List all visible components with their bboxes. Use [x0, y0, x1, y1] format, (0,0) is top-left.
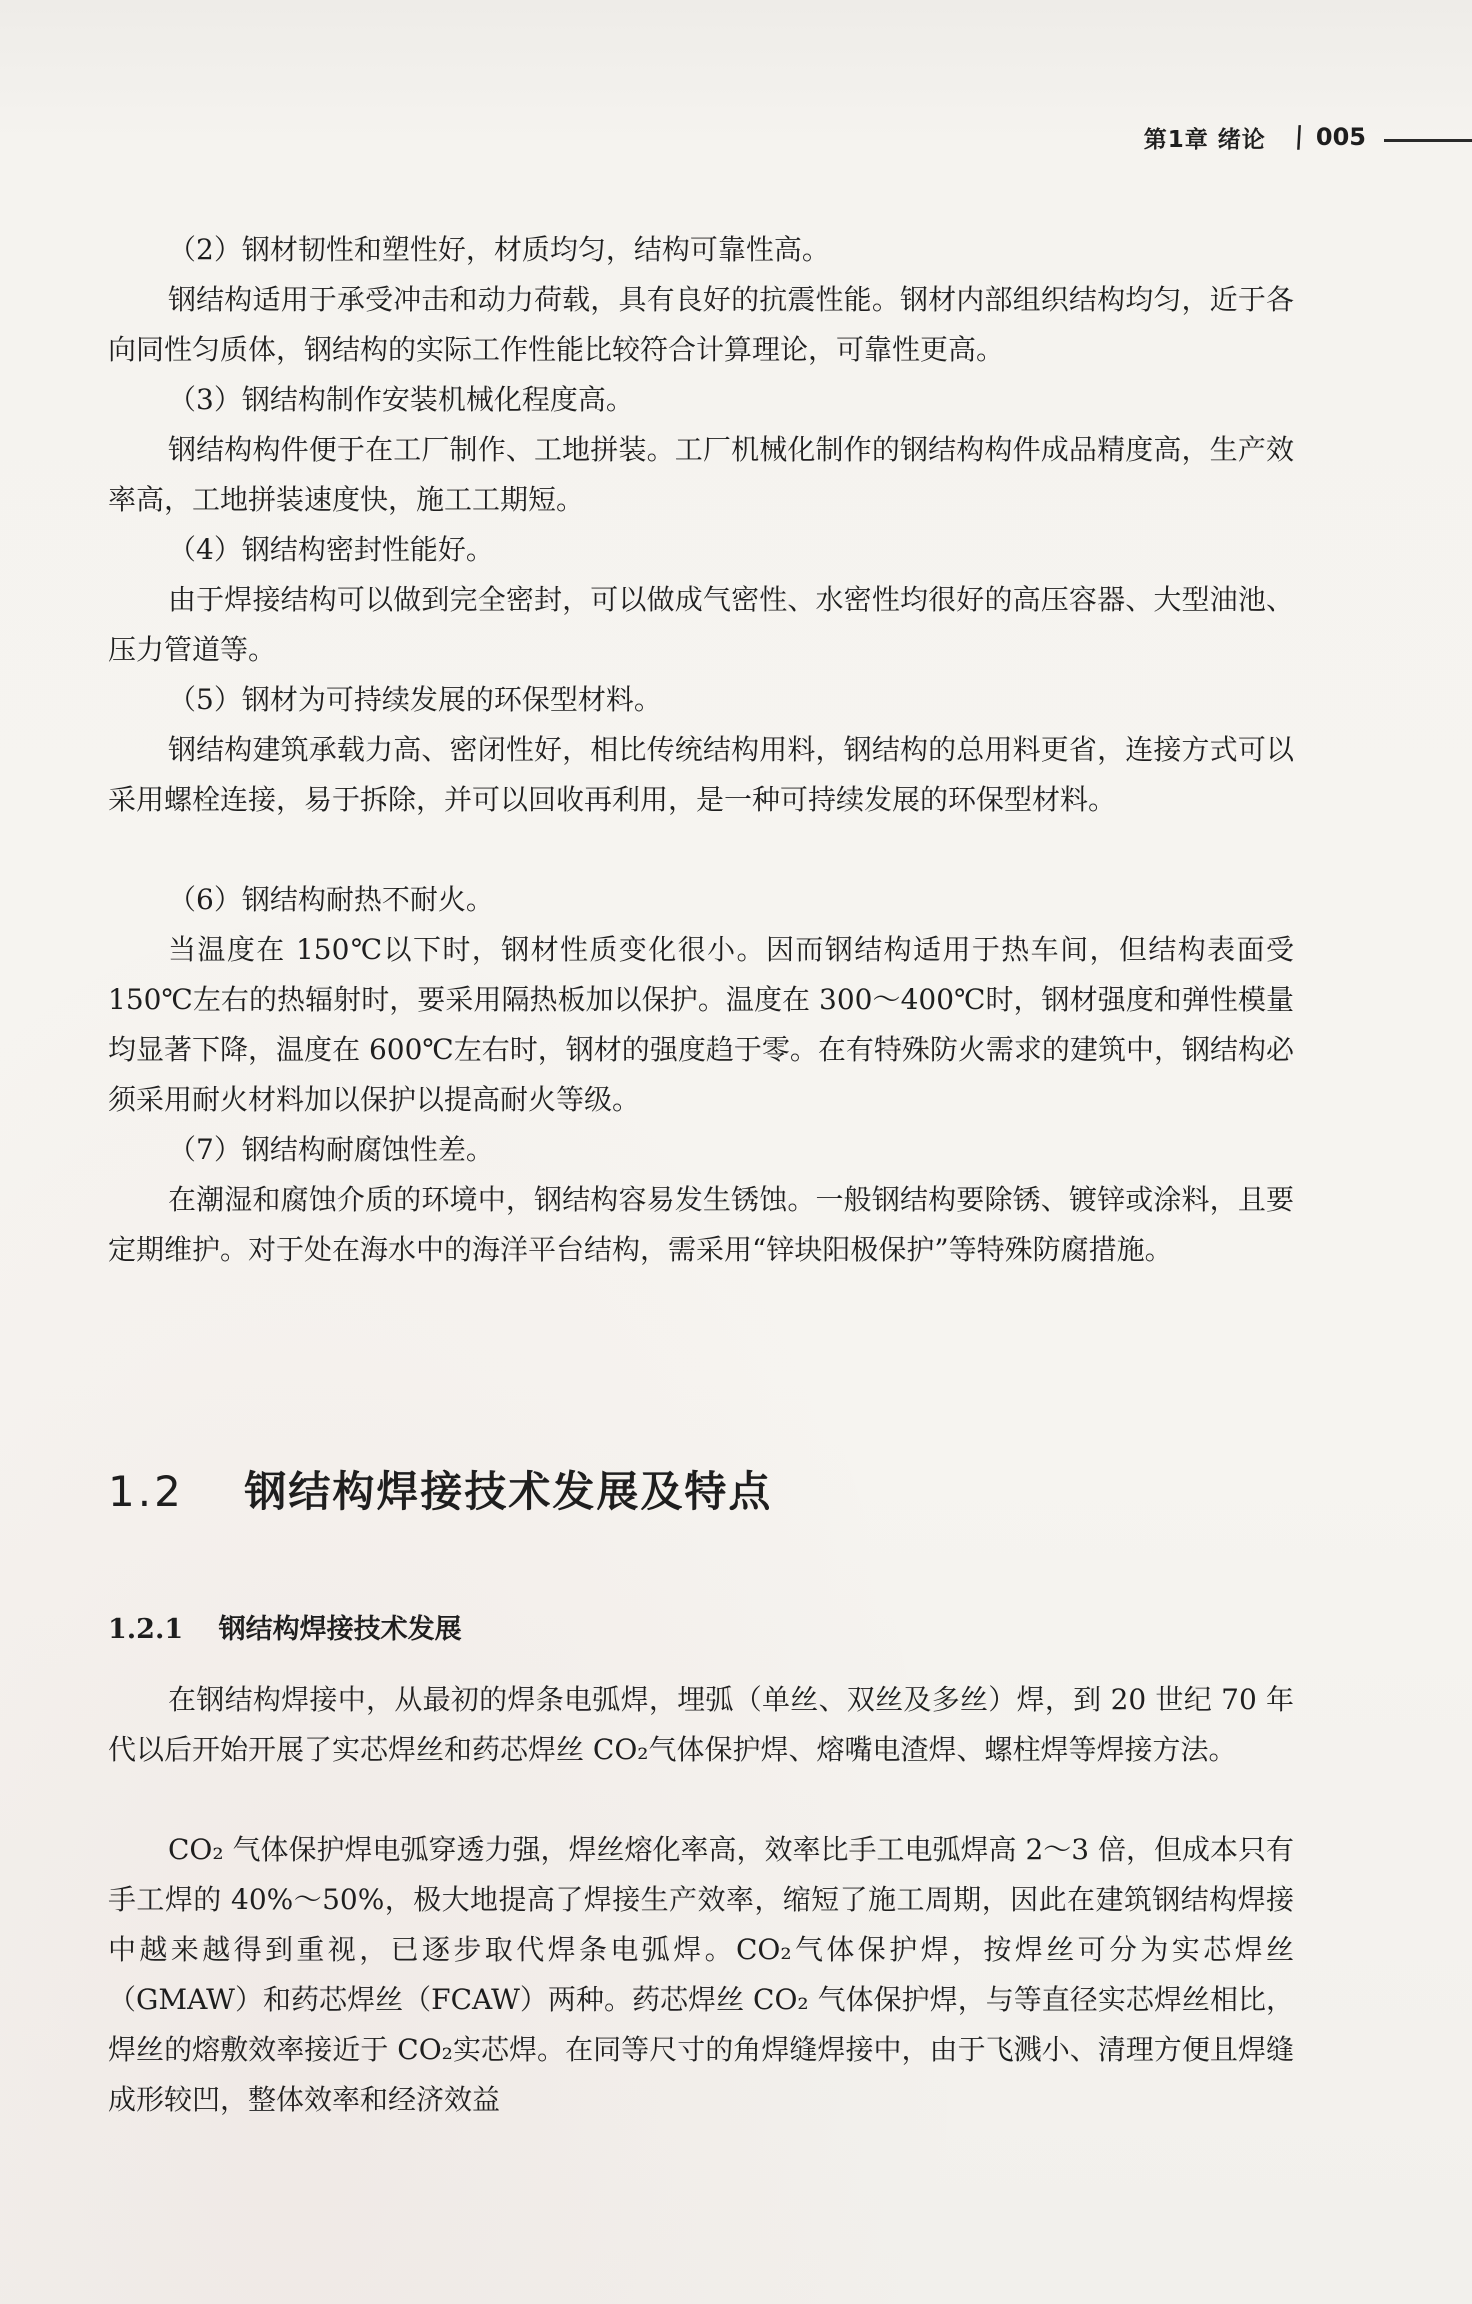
- list-item-3: （3）钢结构制作安装机械化程度高。: [168, 383, 634, 416]
- list-item-2: （2）钢材韧性和塑性好，材质均匀，结构可靠性高。: [168, 233, 830, 266]
- paragraph-corrosion: 在潮湿和腐蚀介质的环境中，钢结构容易发生锈蚀。一般钢结构要除锈、镀锌或涂料，且要定期维护。对于处在海水中的海洋平台结构，需采用“锌块阳极保护”等特殊防腐措施。: [108, 1183, 1294, 1266]
- section-title: 钢结构焊接技术发展及特点: [244, 1467, 773, 1516]
- paragraph-toughness: 钢结构适用于承受冲击和动力荷载，具有良好的抗震性能。钢材内部组织结构均匀，近于各向同性匀质体，钢结构的实际工作性能比较符合计算理论，可靠性更高。: [108, 283, 1294, 366]
- paragraph-heat-resistance: 当温度在 150℃以下时，钢材性质变化很小。因而钢结构适用于热车间，但结构表面受 150℃左右的热辐射时，要采用隔热板加以保护。温度在 300～400℃时，钢材强度和弹性模量均显著下降，温度在 600℃左右时，钢材的强度趋于零。在有特殊防火需求的建筑中，钢结构必须采用耐火材料加以保护以提高耐火等级。: [108, 933, 1294, 1116]
- header-rule: [1384, 139, 1472, 142]
- header-separator: \: [1287, 119, 1311, 155]
- list-item-6: （6）钢结构耐热不耐火。: [168, 883, 494, 916]
- subsection-title: 钢结构焊接技术发展: [218, 1614, 462, 1645]
- running-header: [1144, 112, 1472, 162]
- paragraph-welding-history: 在钢结构焊接中，从最初的焊条电弧焊，埋弧（单丝、双丝及多丝）焊，到 20 世纪 70 年代以后开始开展了实芯焊丝和药芯焊丝 CO₂气体保护焊、熔嘴电渣焊、螺柱焊等焊接方法。: [108, 1683, 1294, 1766]
- paragraph-co2-welding: CO₂ 气体保护焊电弧穿透力强，焊丝熔化率高，效率比手工电弧焊高 2～3 倍，但成本只有手工焊的 40%～50%，极大地提高了焊接生产效率，缩短了施工周期，因此在建筑钢结构焊接中越来越得到重视，已逐步取代焊条电弧焊。CO₂气体保护焊，按焊丝可分为实芯焊丝（GMAW）和药芯焊丝（FCAW）两种。药芯焊丝 CO₂ 气体保护焊，与等直径实芯焊丝相比，焊丝的熔敷效率接近于 CO₂实芯焊。在同等尺寸的角焊缝焊接中，由于飞溅小、清理方便且焊缝成形较凹，整体效率和经济效益: [108, 1833, 1294, 2116]
- list-item-7: （7）钢结构耐腐蚀性差。: [168, 1133, 494, 1166]
- subsection-number: 1.2.1: [108, 1614, 184, 1645]
- paragraph-sealing: 由于焊接结构可以做到完全密封，可以做成气密性、水密性均很好的高压容器、大型油池、压力管道等。: [108, 583, 1294, 666]
- header-chapter-title: 第1章 绪论: [1143, 126, 1266, 153]
- section-number: 1.2: [108, 1467, 184, 1516]
- paragraph-mechanization: 钢结构构件便于在工厂制作、工地拼装。工厂机械化制作的钢结构构件成品精度高，生产效率高，工地拼装速度快，施工工期短。: [108, 433, 1294, 516]
- section-heading: [108, 1462, 772, 1522]
- header-page-number: 005: [1315, 123, 1366, 151]
- list-item-5: （5）钢材为可持续发展的环保型材料。: [168, 683, 662, 716]
- subsection-heading: [108, 1610, 462, 1650]
- list-item-4: （4）钢结构密封性能好。: [168, 533, 494, 566]
- paragraph-sustainability: 钢结构建筑承载力高、密闭性好，相比传统结构用料，钢结构的总用料更省，连接方式可以采用螺栓连接，易于拆除，并可以回收再利用，是一种可持续发展的环保型材料。: [108, 733, 1294, 816]
